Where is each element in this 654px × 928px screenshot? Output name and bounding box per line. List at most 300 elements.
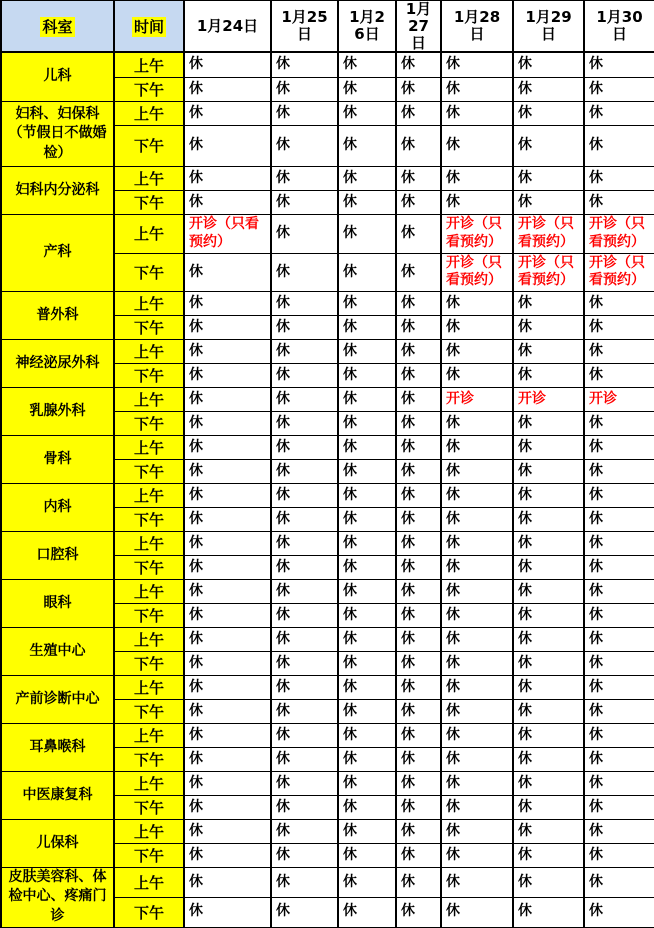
time-cell-morning: 上午 — [114, 101, 184, 125]
schedule-cell: 休 — [513, 627, 584, 651]
schedule-cell: 休 — [338, 723, 396, 747]
schedule-cell: 休 — [338, 897, 396, 927]
time-cell-afternoon: 下午 — [114, 699, 184, 723]
dept-cell: 眼科 — [1, 579, 114, 627]
dept-cell: 儿保科 — [1, 819, 114, 867]
schedule-cell: 开诊（只看预约） — [513, 253, 584, 291]
dept-cell: 产前诊断中心 — [1, 675, 114, 723]
schedule-cell: 休 — [184, 555, 271, 579]
schedule-cell: 休 — [584, 699, 654, 723]
schedule-cell: 休 — [271, 819, 338, 843]
table-row — [1, 291, 654, 315]
schedule-cell: 休 — [396, 166, 441, 190]
schedule-cell: 休 — [513, 339, 584, 363]
table-row — [1, 579, 654, 603]
schedule-cell: 休 — [441, 459, 513, 483]
schedule-cell: 休 — [184, 166, 271, 190]
schedule-cell: 休 — [441, 363, 513, 387]
time-cell-afternoon: 下午 — [114, 795, 184, 819]
schedule-cell: 休 — [184, 579, 271, 603]
schedule-cell: 休 — [513, 867, 584, 897]
schedule-cell: 休 — [338, 315, 396, 339]
table-row — [1, 101, 654, 125]
time-cell-afternoon: 下午 — [114, 651, 184, 675]
schedule-cell: 休 — [271, 675, 338, 699]
schedule-cell: 休 — [441, 315, 513, 339]
schedule-cell: 休 — [396, 411, 441, 435]
schedule-cell: 开诊（只看预约） — [441, 253, 513, 291]
schedule-cell: 休 — [396, 339, 441, 363]
schedule-cell: 休 — [441, 101, 513, 125]
schedule-cell: 休 — [584, 507, 654, 531]
schedule-cell: 休 — [271, 291, 338, 315]
time-cell-afternoon: 下午 — [114, 77, 184, 101]
schedule-cell: 休 — [513, 52, 584, 77]
schedule-cell: 休 — [271, 411, 338, 435]
schedule-cell: 休 — [338, 675, 396, 699]
schedule-cell: 休 — [338, 101, 396, 125]
header-date-jan26: 1月26日 — [338, 1, 396, 53]
time-cell-morning: 上午 — [114, 819, 184, 843]
schedule-cell: 休 — [271, 315, 338, 339]
schedule-cell: 休 — [441, 166, 513, 190]
schedule-cell: 开诊 — [513, 387, 584, 411]
schedule-cell: 休 — [338, 771, 396, 795]
schedule-cell: 休 — [584, 291, 654, 315]
header-date-jan24: 1月24日 — [184, 1, 271, 53]
schedule-cell: 休 — [184, 52, 271, 77]
time-cell-morning: 上午 — [114, 52, 184, 77]
time-cell-morning: 上午 — [114, 483, 184, 507]
table-row — [1, 531, 654, 555]
schedule-cell: 休 — [396, 555, 441, 579]
schedule-cell: 开诊 — [441, 387, 513, 411]
schedule-cell: 休 — [184, 459, 271, 483]
schedule-cell: 休 — [396, 723, 441, 747]
schedule-cell: 休 — [513, 190, 584, 214]
schedule-cell: 休 — [513, 291, 584, 315]
schedule-cell: 休 — [271, 77, 338, 101]
dept-cell: 产科 — [1, 214, 114, 291]
time-cell-morning: 上午 — [114, 627, 184, 651]
schedule-cell: 休 — [513, 435, 584, 459]
schedule-cell: 休 — [584, 603, 654, 627]
schedule-cell: 休 — [513, 531, 584, 555]
header-date-jan28: 1月28日 — [441, 1, 513, 53]
schedule-cell: 休 — [338, 339, 396, 363]
time-cell-afternoon: 下午 — [114, 555, 184, 579]
schedule-cell: 休 — [441, 507, 513, 531]
schedule-cell: 休 — [184, 507, 271, 531]
schedule-cell: 休 — [396, 363, 441, 387]
schedule-cell: 休 — [184, 315, 271, 339]
schedule-cell: 休 — [271, 214, 338, 253]
schedule-cell: 休 — [338, 387, 396, 411]
schedule-cell: 休 — [184, 125, 271, 166]
schedule-cell: 休 — [271, 867, 338, 897]
schedule-cell: 休 — [513, 125, 584, 166]
schedule-cell: 休 — [584, 435, 654, 459]
schedule-cell: 休 — [396, 101, 441, 125]
schedule-cell: 休 — [184, 897, 271, 927]
schedule-cell: 休 — [184, 843, 271, 867]
schedule-cell: 休 — [513, 315, 584, 339]
schedule-cell: 休 — [338, 435, 396, 459]
schedule-cell: 休 — [338, 253, 396, 291]
schedule-cell: 休 — [184, 411, 271, 435]
schedule-cell: 休 — [271, 166, 338, 190]
schedule-cell: 休 — [396, 459, 441, 483]
schedule-cell: 休 — [184, 435, 271, 459]
schedule-cell: 开诊 — [584, 387, 654, 411]
schedule-cell: 休 — [396, 52, 441, 77]
time-cell-morning: 上午 — [114, 214, 184, 253]
schedule-cell: 休 — [584, 363, 654, 387]
schedule-cell: 休 — [184, 387, 271, 411]
schedule-cell: 休 — [513, 723, 584, 747]
dept-cell: 耳鼻喉科 — [1, 723, 114, 771]
schedule-cell: 休 — [441, 603, 513, 627]
schedule-cell: 休 — [584, 339, 654, 363]
time-cell-afternoon: 下午 — [114, 411, 184, 435]
schedule-cell: 休 — [441, 339, 513, 363]
header-time-label: 时间 — [133, 17, 164, 36]
schedule-cell: 休 — [396, 387, 441, 411]
schedule-cell: 休 — [441, 555, 513, 579]
schedule-cell: 休 — [338, 166, 396, 190]
schedule-cell: 休 — [184, 603, 271, 627]
schedule-cell: 休 — [338, 531, 396, 555]
schedule-cell: 休 — [271, 843, 338, 867]
schedule-cell: 休 — [396, 603, 441, 627]
schedule-cell: 休 — [584, 166, 654, 190]
schedule-cell: 休 — [184, 339, 271, 363]
dept-cell: 口腔科 — [1, 531, 114, 579]
schedule-cell: 休 — [271, 52, 338, 77]
table-row — [1, 867, 654, 897]
time-cell-morning: 上午 — [114, 531, 184, 555]
header-time-cell — [114, 1, 184, 53]
schedule-cell: 休 — [271, 897, 338, 927]
schedule-cell: 休 — [513, 579, 584, 603]
schedule-cell: 休 — [184, 363, 271, 387]
schedule-cell: 休 — [338, 125, 396, 166]
schedule-cell: 休 — [584, 190, 654, 214]
schedule-cell: 休 — [271, 555, 338, 579]
schedule-cell: 休 — [513, 166, 584, 190]
schedule-cell: 休 — [396, 675, 441, 699]
schedule-cell: 休 — [441, 867, 513, 897]
schedule-cell: 休 — [271, 699, 338, 723]
dept-cell: 乳腺外科 — [1, 387, 114, 435]
schedule-cell: 休 — [338, 795, 396, 819]
schedule-cell: 休 — [271, 387, 338, 411]
time-cell-afternoon: 下午 — [114, 315, 184, 339]
schedule-cell: 休 — [271, 507, 338, 531]
schedule-cell: 休 — [584, 315, 654, 339]
schedule-cell: 休 — [338, 699, 396, 723]
schedule-cell: 休 — [441, 125, 513, 166]
schedule-cell: 休 — [184, 771, 271, 795]
schedule-cell: 休 — [184, 867, 271, 897]
schedule-cell: 休 — [184, 723, 271, 747]
time-cell-morning: 上午 — [114, 435, 184, 459]
schedule-cell: 休 — [396, 771, 441, 795]
time-cell-afternoon: 下午 — [114, 747, 184, 771]
time-cell-morning: 上午 — [114, 723, 184, 747]
schedule-cell: 休 — [441, 651, 513, 675]
schedule-cell: 开诊（只看预约） — [513, 214, 584, 253]
schedule-cell: 休 — [584, 897, 654, 927]
schedule-cell: 休 — [338, 651, 396, 675]
schedule-cell: 休 — [271, 253, 338, 291]
schedule-cell: 休 — [584, 483, 654, 507]
schedule-cell: 休 — [184, 675, 271, 699]
schedule-cell: 休 — [584, 867, 654, 897]
schedule-cell: 休 — [396, 531, 441, 555]
schedule-cell: 休 — [441, 897, 513, 927]
dept-cell: 妇科、妇保科（节假日不做婚检） — [1, 101, 114, 166]
header-row — [1, 1, 654, 53]
header-date-jan30: 1月30日 — [584, 1, 654, 53]
dept-cell: 皮肤美容科、体检中心、疼痛门诊 — [1, 867, 114, 927]
schedule-cell: 休 — [513, 507, 584, 531]
schedule-cell: 休 — [338, 627, 396, 651]
schedule-cell: 休 — [338, 747, 396, 771]
schedule-cell: 休 — [271, 459, 338, 483]
schedule-cell: 休 — [396, 253, 441, 291]
table-row — [1, 166, 654, 190]
time-cell-morning: 上午 — [114, 166, 184, 190]
schedule-cell: 休 — [441, 190, 513, 214]
dept-cell: 神经泌尿外科 — [1, 339, 114, 387]
schedule-cell: 休 — [584, 579, 654, 603]
schedule-cell: 休 — [271, 723, 338, 747]
schedule-cell: 休 — [513, 699, 584, 723]
schedule-cell: 休 — [338, 291, 396, 315]
header-date-jan29: 1月29日 — [513, 1, 584, 53]
schedule-cell: 休 — [441, 579, 513, 603]
schedule-cell: 休 — [184, 101, 271, 125]
schedule-cell: 休 — [184, 190, 271, 214]
dept-cell: 妇科内分泌科 — [1, 166, 114, 214]
schedule-cell: 休 — [396, 315, 441, 339]
schedule-cell: 休 — [396, 291, 441, 315]
time-cell-afternoon: 下午 — [114, 190, 184, 214]
schedule-cell: 休 — [271, 747, 338, 771]
schedule-cell: 休 — [271, 363, 338, 387]
time-cell-morning: 上午 — [114, 339, 184, 363]
schedule-cell: 休 — [584, 531, 654, 555]
schedule-cell: 休 — [584, 459, 654, 483]
schedule-cell: 休 — [441, 435, 513, 459]
time-cell-afternoon: 下午 — [114, 253, 184, 291]
schedule-cell: 开诊（只看预约） — [584, 253, 654, 291]
schedule-cell: 休 — [271, 101, 338, 125]
schedule-cell: 休 — [441, 52, 513, 77]
schedule-cell: 休 — [513, 795, 584, 819]
header-date-jan25: 1月25日 — [271, 1, 338, 53]
header-date-jan27: 1月27日 — [396, 1, 441, 53]
dept-cell: 生殖中心 — [1, 627, 114, 675]
schedule-cell: 休 — [396, 627, 441, 651]
schedule-cell: 休 — [184, 795, 271, 819]
schedule-cell: 休 — [584, 771, 654, 795]
schedule-cell: 休 — [441, 699, 513, 723]
schedule-cell: 休 — [338, 867, 396, 897]
schedule-cell: 休 — [396, 579, 441, 603]
schedule-cell: 休 — [184, 291, 271, 315]
schedule-cell: 休 — [184, 483, 271, 507]
schedule-cell: 休 — [271, 339, 338, 363]
schedule-cell: 休 — [271, 531, 338, 555]
schedule-cell: 休 — [441, 843, 513, 867]
dept-cell: 中医康复科 — [1, 771, 114, 819]
time-cell-morning: 上午 — [114, 867, 184, 897]
schedule-cell: 休 — [184, 747, 271, 771]
schedule-cell: 休 — [513, 603, 584, 627]
schedule-cell: 开诊（只看预约） — [584, 214, 654, 253]
table-row — [1, 339, 654, 363]
schedule-cell: 休 — [271, 771, 338, 795]
time-cell-afternoon: 下午 — [114, 843, 184, 867]
schedule-cell: 休 — [338, 77, 396, 101]
schedule-cell: 休 — [396, 897, 441, 927]
schedule-cell: 休 — [513, 897, 584, 927]
header-dept-cell — [1, 1, 114, 53]
time-cell-afternoon: 下午 — [114, 363, 184, 387]
table-row — [1, 387, 654, 411]
schedule-cell: 休 — [441, 819, 513, 843]
dept-cell: 儿科 — [1, 52, 114, 101]
schedule-cell: 休 — [513, 747, 584, 771]
schedule-cell: 休 — [584, 675, 654, 699]
table-row — [1, 723, 654, 747]
schedule-cell: 休 — [396, 819, 441, 843]
schedule-cell: 休 — [441, 483, 513, 507]
schedule-cell: 休 — [584, 723, 654, 747]
schedule-cell: 休 — [396, 699, 441, 723]
time-cell-morning: 上午 — [114, 675, 184, 699]
schedule-cell: 休 — [513, 101, 584, 125]
time-cell-morning: 上午 — [114, 579, 184, 603]
schedule-cell: 休 — [441, 411, 513, 435]
schedule-cell: 休 — [441, 627, 513, 651]
schedule-cell: 休 — [584, 411, 654, 435]
schedule-cell: 休 — [338, 483, 396, 507]
time-cell-morning: 上午 — [114, 291, 184, 315]
schedule-cell: 休 — [584, 843, 654, 867]
dept-cell: 内科 — [1, 483, 114, 531]
schedule-cell: 休 — [513, 819, 584, 843]
schedule-cell: 休 — [396, 214, 441, 253]
table-row — [1, 675, 654, 699]
table-row — [1, 52, 654, 77]
schedule-cell: 休 — [396, 843, 441, 867]
schedule-cell: 休 — [584, 651, 654, 675]
schedule-cell: 休 — [396, 77, 441, 101]
schedule-cell: 休 — [441, 747, 513, 771]
schedule-cell: 休 — [338, 603, 396, 627]
schedule-cell: 休 — [271, 651, 338, 675]
time-cell-morning: 上午 — [114, 387, 184, 411]
table-row — [1, 435, 654, 459]
schedule-cell: 休 — [441, 723, 513, 747]
schedule-cell: 休 — [584, 747, 654, 771]
schedule-cell: 休 — [338, 843, 396, 867]
schedule-cell: 休 — [271, 435, 338, 459]
schedule-cell: 休 — [271, 795, 338, 819]
schedule-cell: 休 — [513, 363, 584, 387]
table-row — [1, 483, 654, 507]
schedule-body — [1, 52, 654, 927]
schedule-cell: 休 — [338, 190, 396, 214]
schedule-cell: 休 — [513, 843, 584, 867]
schedule-cell: 休 — [184, 819, 271, 843]
schedule-cell: 休 — [184, 77, 271, 101]
schedule-cell: 休 — [271, 579, 338, 603]
schedule-cell: 休 — [513, 459, 584, 483]
table-row — [1, 214, 654, 253]
schedule-cell: 休 — [513, 771, 584, 795]
schedule-cell: 休 — [338, 507, 396, 531]
schedule-cell: 休 — [513, 77, 584, 101]
time-cell-afternoon: 下午 — [114, 603, 184, 627]
schedule-cell: 休 — [271, 483, 338, 507]
schedule-cell: 休 — [396, 747, 441, 771]
schedule-cell: 休 — [396, 795, 441, 819]
schedule-cell: 休 — [184, 699, 271, 723]
schedule-cell: 休 — [396, 483, 441, 507]
schedule-cell: 休 — [441, 531, 513, 555]
schedule-cell: 开诊（只看预约） — [441, 214, 513, 253]
schedule-cell: 休 — [513, 651, 584, 675]
time-cell-morning: 上午 — [114, 771, 184, 795]
schedule-cell: 休 — [441, 675, 513, 699]
schedule-cell: 休 — [584, 627, 654, 651]
time-cell-afternoon: 下午 — [114, 507, 184, 531]
table-row — [1, 819, 654, 843]
header-dept-label: 科室 — [42, 17, 73, 36]
schedule-cell: 休 — [396, 651, 441, 675]
schedule-cell: 休 — [271, 125, 338, 166]
schedule-cell: 休 — [584, 77, 654, 101]
schedule-cell: 休 — [271, 190, 338, 214]
schedule-cell: 休 — [338, 411, 396, 435]
schedule-cell: 休 — [513, 483, 584, 507]
schedule-cell: 休 — [584, 795, 654, 819]
schedule-cell: 休 — [584, 52, 654, 77]
schedule-cell: 开诊（只看预约） — [184, 214, 271, 253]
schedule-cell: 休 — [338, 819, 396, 843]
schedule-cell: 休 — [338, 363, 396, 387]
schedule-cell: 休 — [338, 555, 396, 579]
schedule-cell: 休 — [396, 435, 441, 459]
schedule-cell: 休 — [441, 77, 513, 101]
schedule-cell: 休 — [513, 555, 584, 579]
table-row — [1, 771, 654, 795]
schedule-cell: 休 — [338, 214, 396, 253]
time-cell-afternoon: 下午 — [114, 125, 184, 166]
time-cell-afternoon: 下午 — [114, 897, 184, 927]
schedule-cell: 休 — [184, 253, 271, 291]
dept-cell: 骨科 — [1, 435, 114, 483]
schedule-cell: 休 — [338, 579, 396, 603]
schedule-cell: 休 — [271, 627, 338, 651]
schedule-cell: 休 — [513, 675, 584, 699]
schedule-cell: 休 — [441, 795, 513, 819]
time-cell-afternoon: 下午 — [114, 459, 184, 483]
